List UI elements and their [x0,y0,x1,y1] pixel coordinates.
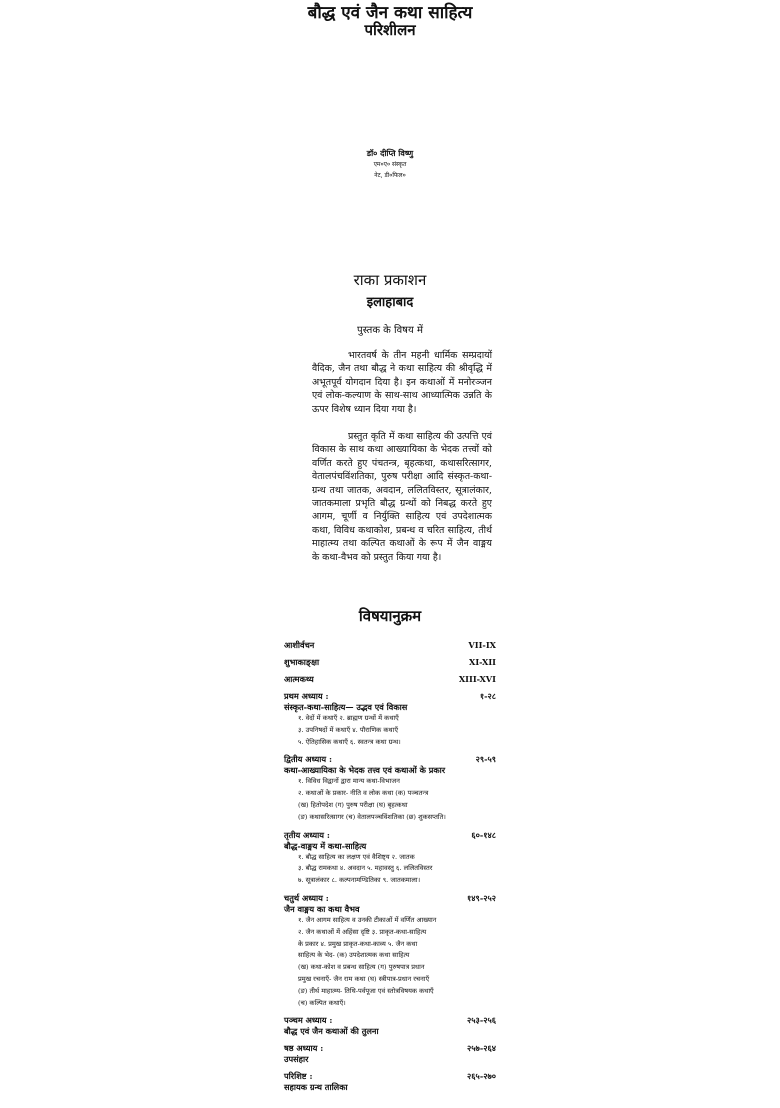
toc-chapter [284,1015,496,1037]
chapter-page: १४९-२५२ [467,892,496,903]
chapter-item: १. विविध विद्वानों द्वारा मान्य कथा-विभाजन [298,777,400,786]
publisher-city: इलाहाबाद [366,295,414,310]
chapter-item: (च) कल्पित कथाएँ। [298,998,346,1007]
chapter-label: चतुर्थ अध्याय : [284,892,329,903]
chapter-item: (ख) कथा-कोश व प्रबन्ध साहित्य (ग) पुरुषपात्र प्रधान [298,963,425,972]
author-name: डॉ० दीप्ति विष्णु [366,148,414,158]
chapter-subtitle: उपसंहार [284,1054,309,1065]
toc-label: आत्मकथ्य [284,674,314,684]
chapter-item: ३. उपनिषदों में कथाएँ ४. पौराणिक कथाएँ [298,725,398,734]
chapter-subtitle: जैन वाङ्मय का कथा वैभव [284,903,360,914]
toc-row [284,674,496,685]
toc-chapter [284,691,496,748]
chapter-label: परिशिष्ट : [284,1071,313,1082]
chapter-label: प्रथम अध्याय : [284,691,329,701]
chapter-item: (ङ) तीर्थ माहात्म्य- तिथि-पर्वपूजा एवं स्तोत्रविषयक कथाएँ [298,986,434,995]
book-subtitle: परिशीलन [364,21,416,39]
chapter-page: २५७-२६४ [467,1043,496,1054]
chapter-subtitle: बौद्ध-वाङ्मय में कथा-साहित्य [284,840,367,851]
chapter-subtitle: बौद्ध एवं जैन कथाओं की तुलना [284,1026,379,1037]
chapter-item: ५. ऐतिहासिक कथाएँ ६. स्वतन्त्र कथा ग्रन्थ। [298,737,401,746]
toc-heading: विषयानुक्रम [358,607,422,625]
toc-row [284,893,496,904]
about-paragraph-2 [312,430,492,564]
toc-page: XIII-XVI [458,674,496,684]
toc-row [284,830,496,841]
table-of-contents [284,640,496,1093]
chapter-item: २. कथाओं के प्रकार- नीति व लोक कथा (क) पञ्चतन्त्र [298,789,429,798]
chapter-label: पञ्चम अध्याय : [284,1015,333,1026]
chapter-page: १-२८ [479,691,496,701]
chapter-item: ७. सूत्रालंकार ८. कल्पनामण्डितिका ९. जातकमाला। [298,876,421,885]
chapter-item: १. जैन आगम साहित्य व उनकी टीकाओं में वर्णित आख्यान [298,915,437,924]
chapter-page: २६५-२७० [467,1071,496,1082]
about-paragraph-1-text: भारतवर्ष के तीन महनी धार्मिक सम्प्रदायों वैदिक, जैन तथा बौद्ध ने कथा साहित्य की श्रीवृद्धि में अभूतपूर्व योगदान दिया है। इन कथाओं में मनोरञ्जन एवं लोक-कल्याण के साथ-साथ आध्यात्मिक उन्नति के ऊपर विशेष ध्यान दिया गया है। [312,350,492,415]
toc-page: XI-XII [469,657,496,667]
chapter-item: १. बौद्ध साहित्य का लक्षण एवं वैशिष्ट्य २. जातक [298,852,415,861]
chapter-label: षष्ठ अध्याय : [284,1043,324,1054]
chapter-subtitle: संस्कृत-कथा-साहित्य— उद्भव एवं विकास [284,702,408,712]
toc-row [284,1015,496,1026]
toc-row [284,657,496,668]
chapter-item: (ङ) कथासरित्सागर (च) वेतालपञ्चविंशतिका (छ) शुकसप्तति। [298,812,446,821]
author-degree-2: नेट, डी०फिल० [374,172,406,179]
toc-chapter [284,1071,496,1093]
toc-chapter [284,754,496,823]
toc-row [284,754,496,765]
author-degree-1: एम०ए० संस्कृत [373,161,407,168]
toc-row [284,640,496,651]
toc-row [284,1071,496,1082]
publisher-name: राका प्रकाशन [353,271,427,289]
chapter-item: १. वेदों में कथाएँ २. ब्राह्मण ग्रन्थों में कथाएँ [298,714,399,722]
chapter-label: द्वितीय अध्याय : [284,754,333,765]
chapter-item: ३. बौद्ध रामकथा ४. अवदान ५. महावस्तु ६. ललितविस्तर [298,864,433,873]
chapter-subtitle: कथा-आख्यायिका के भेदक तत्त्व एवं कथाओं के प्रकार [284,765,446,776]
toc-row [284,1043,496,1054]
toc-label: शुभाकाङ्क्षा [284,657,320,667]
toc-chapter [284,1043,496,1065]
toc-chapter [284,830,496,887]
book-title: बौद्ध एवं जैन कथा साहित्य [307,3,473,23]
toc-page: VII-IX [468,640,496,650]
about-heading: पुस्तक के विषय में [357,325,423,336]
chapter-item: (ख) हितोपदेश (ग) पुरुष परीक्षा (घ) बृहत्कथा [298,800,408,809]
chapter-label: तृतीय अध्याय : [284,829,330,840]
chapter-page: ६०-१४८ [471,829,496,840]
toc-row [284,691,496,702]
chapter-subtitle: सहायक ग्रन्थ तालिका [284,1082,348,1093]
toc-label: आशीर्वचन [284,640,315,650]
toc-chapter [284,893,496,1009]
chapter-item: प्रमुख रचनाएँ- जैन राम कथा (घ) स्त्रीपात्र-प्रधान रचनाएँ [298,974,430,983]
chapter-page: २९-५९ [475,754,496,765]
about-paragraph-2-text: प्रस्तुत कृति में कथा साहित्य की उत्पत्ति एवं विकास के साथ कथा आख्यायिका के भेदक तत्त्वों को वर्णित करते हुए पंचतन्त्र, बृहत्कथा, कथासरित्सागर, वेतालपंचविंशतिका, पुरुष परीक्षा आदि संस्कृत-कथा-ग्रन्थ तथा जातक, अवदान, ललितविस्तर, सूत्रालंकार, जातकमाला प्रभृति बौद्ध ग्रन्थों को निबद्ध करते हुए आगम, चूर्णी व निर्युक्ति साहित्य एवं उपदेशात्मक कथा, विविध कथाकोश, प्रबन्ध व चरित साहित्य, तीर्थ माहात्म्य तथा कल्पित कथाओं के रूप में जैन वाङ्मय के कथा-वैभव को प्रस्तुत किया गया है। [312,431,492,563]
chapter-item: २. जैन कथाओं में अहिंसा दृष्टि ३. प्राकृत-कथा-साहित्य [298,927,427,936]
about-paragraph-1 [312,349,492,416]
chapter-item: के प्रकार ४. प्रमुख प्राकृत-कथा-काव्य ५. जैन कथा [298,939,418,948]
chapter-item: साहित्य के भेद- (क) उपदेशात्मक कथा साहित्य [298,951,410,960]
chapter-page: २५३-२५६ [467,1015,496,1026]
